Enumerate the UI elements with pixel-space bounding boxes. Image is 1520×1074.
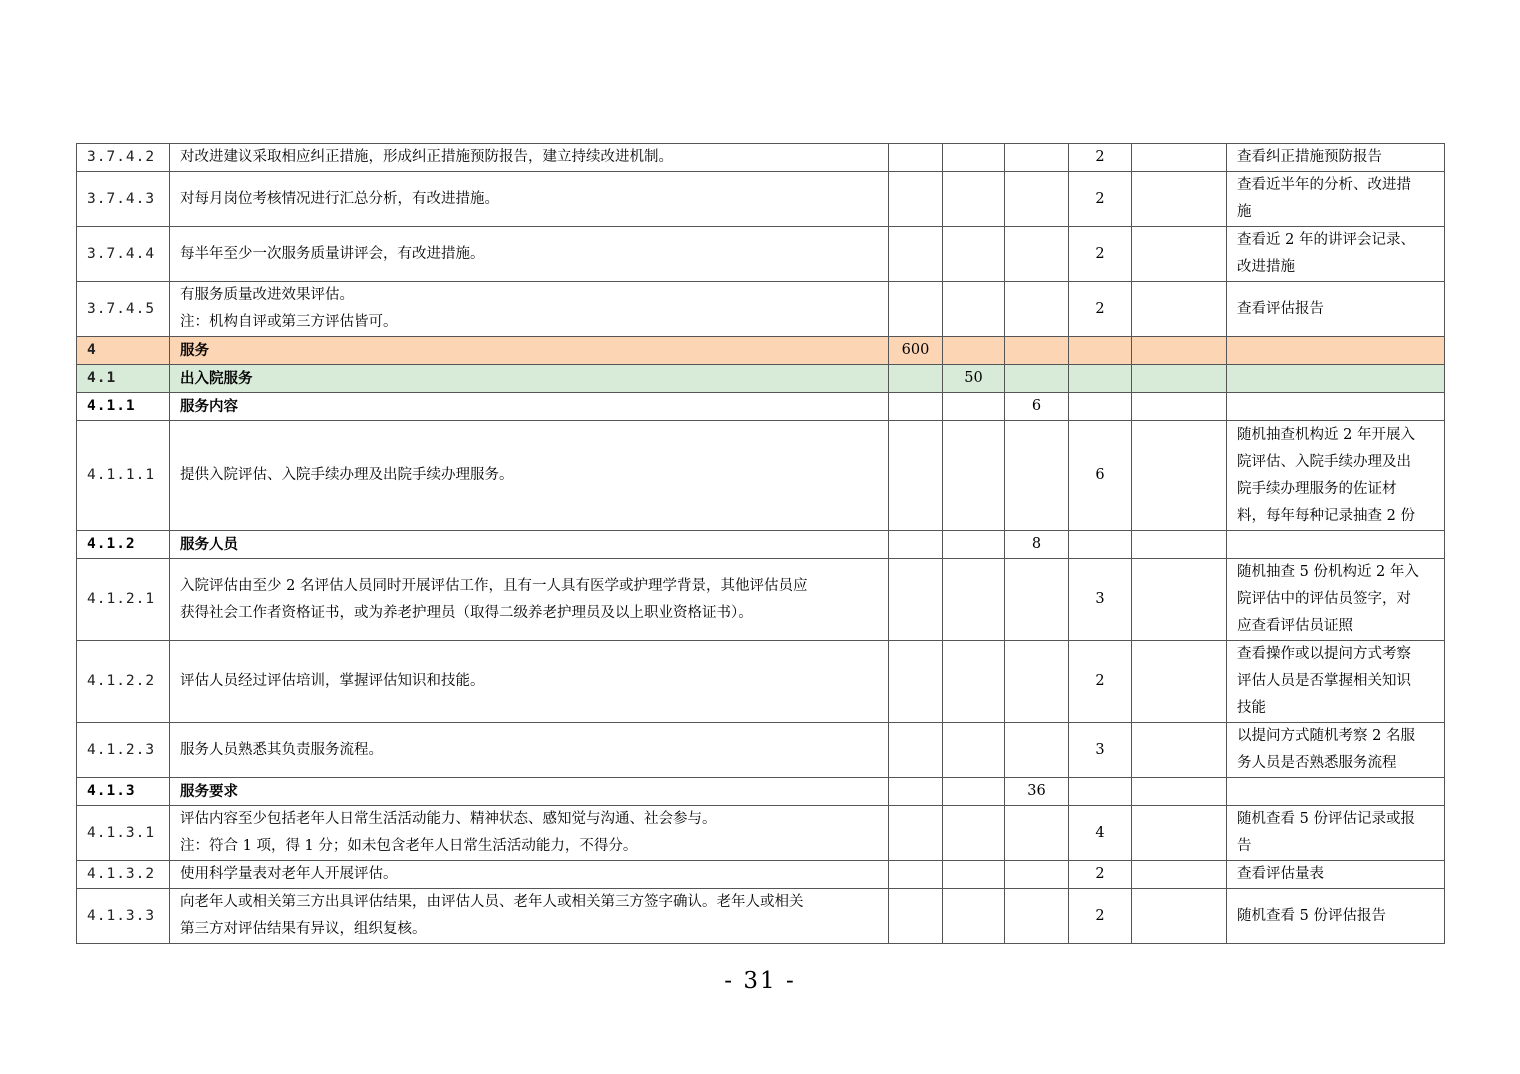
level2-score-cell — [943, 889, 1005, 944]
level3-score-cell — [1005, 365, 1069, 393]
level1-score-cell — [889, 778, 943, 806]
item-code-cell: 4.1.3.2 — [77, 861, 170, 889]
rating-cell — [1132, 778, 1227, 806]
item-score-cell: 4 — [1069, 806, 1132, 861]
rating-cell — [1132, 393, 1227, 421]
content-line: 每半年至少一次服务质量讲评会，有改进措施。 — [180, 245, 485, 262]
level2-score-cell — [943, 227, 1005, 282]
table-row — [77, 641, 1445, 723]
item-score-cell — [1069, 778, 1132, 806]
item-score-cell: 2 — [1069, 889, 1132, 944]
content-line: 提供入院评估、入院手续办理及出院手续办理服务。 — [180, 467, 514, 483]
content-line: 服务 — [180, 342, 209, 359]
check-method-cell — [1227, 778, 1445, 806]
item-code-cell: 4.1.1 — [77, 393, 170, 421]
level1-score-cell — [889, 365, 943, 393]
content-line: 服务人员熟悉其负责服务流程。 — [180, 741, 383, 758]
method-line: 随机抽查 5 份机构近 2 年入 — [1237, 564, 1419, 580]
level2-score-cell — [943, 337, 1005, 365]
rating-cell — [1132, 365, 1227, 393]
item-score-cell: 2 — [1069, 227, 1132, 282]
item-code-cell: 4 — [77, 337, 170, 365]
level3-score-cell: 36 — [1005, 778, 1069, 806]
level2-score-cell — [943, 806, 1005, 861]
method-line: 应查看评估员证照 — [1237, 618, 1353, 634]
item-code-cell: 4.1.2.3 — [77, 723, 170, 778]
check-method-cell — [1227, 861, 1445, 889]
level3-score-cell — [1005, 282, 1069, 337]
check-method-cell — [1227, 337, 1445, 365]
content-line: 服务要求 — [180, 783, 238, 800]
method-line: 评估人员是否掌握相关知识 — [1237, 673, 1411, 689]
item-score-cell — [1069, 531, 1132, 559]
level3-score-cell — [1005, 421, 1069, 531]
level2-score-cell — [943, 778, 1005, 806]
level2-score-cell — [943, 282, 1005, 337]
rating-cell — [1132, 337, 1227, 365]
table-row — [77, 421, 1445, 531]
method-line: 施 — [1237, 204, 1252, 220]
rating-cell — [1132, 723, 1227, 778]
table-row — [77, 227, 1445, 282]
level2-score-cell — [943, 723, 1005, 778]
table-body — [77, 144, 1445, 944]
table-row — [77, 172, 1445, 227]
rating-cell — [1132, 282, 1227, 337]
check-method-cell — [1227, 365, 1445, 393]
content-line: 对改进建议采取相应纠正措施，形成纠正措施预防报告，建立持续改进机制。 — [180, 149, 673, 165]
item-content-cell — [170, 778, 889, 806]
level3-score-cell — [1005, 144, 1069, 172]
item-content-cell — [170, 393, 889, 421]
item-score-cell — [1069, 365, 1132, 393]
method-line: 料，每年每种记录抽查 2 份 — [1237, 507, 1415, 524]
method-line: 务人员是否熟悉服务流程 — [1237, 755, 1397, 771]
level2-score-cell — [943, 861, 1005, 889]
level3-score-cell — [1005, 723, 1069, 778]
check-method-cell — [1227, 144, 1445, 172]
level1-score-cell: 600 — [889, 337, 943, 365]
level1-score-cell — [889, 227, 943, 282]
content-line: 服务人员 — [180, 536, 238, 553]
rating-cell — [1132, 172, 1227, 227]
table-row — [77, 889, 1445, 944]
item-content-cell — [170, 144, 889, 172]
item-score-cell: 2 — [1069, 861, 1132, 889]
item-score-cell — [1069, 393, 1132, 421]
table-row — [77, 861, 1445, 889]
table-row — [77, 559, 1445, 641]
check-method-cell — [1227, 889, 1445, 944]
check-method-cell — [1227, 227, 1445, 282]
item-content-cell — [170, 227, 889, 282]
level3-score-cell — [1005, 559, 1069, 641]
method-line: 查看近 2 年的讲评会记录、 — [1237, 232, 1415, 248]
item-code-cell: 4.1.3.3 — [77, 889, 170, 944]
item-score-cell: 3 — [1069, 559, 1132, 641]
content-line: 有服务质量改进效果评估。 — [180, 287, 354, 303]
item-score-cell: 3 — [1069, 723, 1132, 778]
level3-score-cell: 6 — [1005, 393, 1069, 421]
page-number: - 31 - — [724, 968, 796, 994]
check-method-cell — [1227, 282, 1445, 337]
level2-score-cell — [943, 421, 1005, 531]
method-line: 改进措施 — [1237, 259, 1295, 275]
item-code-cell: 3.7.4.2 — [77, 144, 170, 172]
table-row — [77, 144, 1445, 172]
table-row — [77, 365, 1445, 393]
content-line: 注：符合 1 项，得 1 分；如未包含老年人日常生活活动能力，不得分。 — [180, 838, 638, 854]
item-code-cell: 3.7.4.3 — [77, 172, 170, 227]
item-content-cell — [170, 337, 889, 365]
level2-score-cell — [943, 172, 1005, 227]
level3-score-cell: 8 — [1005, 531, 1069, 559]
table-row — [77, 778, 1445, 806]
level2-score-cell — [943, 559, 1005, 641]
level2-score-cell — [943, 641, 1005, 723]
item-content-cell — [170, 641, 889, 723]
item-score-cell — [1069, 337, 1132, 365]
level2-score-cell — [943, 144, 1005, 172]
level3-score-cell — [1005, 337, 1069, 365]
method-line: 随机查看 5 份评估记录或报 — [1237, 811, 1415, 827]
item-code-cell: 3.7.4.5 — [77, 282, 170, 337]
item-code-cell: 4.1 — [77, 365, 170, 393]
method-line: 以提问方式随机考察 2 名服 — [1237, 728, 1415, 744]
rating-cell — [1132, 806, 1227, 861]
rating-cell — [1132, 421, 1227, 531]
rating-cell — [1132, 641, 1227, 723]
content-line: 入院评估由至少 2 名评估人员同时开展评估工作，且有一人具有医学或护理学背景，其他评估员应 — [180, 577, 808, 594]
content-line: 出入院服务 — [180, 370, 253, 387]
content-line: 获得社会工作者资格证书，或为养老护理员（取得二级养老护理员及以上职业资格证书）。 — [180, 604, 753, 621]
item-content-cell — [170, 365, 889, 393]
method-line: 告 — [1237, 838, 1252, 854]
method-line: 查看评估量表 — [1237, 866, 1324, 882]
level1-score-cell — [889, 861, 943, 889]
item-code-cell: 3.7.4.4 — [77, 227, 170, 282]
item-score-cell: 2 — [1069, 172, 1132, 227]
level2-score-cell — [943, 531, 1005, 559]
level1-score-cell — [889, 172, 943, 227]
method-line: 院评估、入院手续办理及出 — [1237, 453, 1411, 470]
check-method-cell — [1227, 641, 1445, 723]
method-line: 查看近半年的分析、改进措 — [1237, 177, 1411, 193]
item-content-cell — [170, 421, 889, 531]
method-line: 查看操作或以提问方式考察 — [1237, 646, 1411, 662]
content-line: 第三方对评估结果有异议，组织复核。 — [180, 921, 427, 937]
level2-score-cell: 50 — [943, 365, 1005, 393]
rating-cell — [1132, 144, 1227, 172]
level1-score-cell — [889, 421, 943, 531]
method-line: 随机抽查机构近 2 年开展入 — [1237, 426, 1415, 443]
item-content-cell — [170, 531, 889, 559]
level1-score-cell — [889, 531, 943, 559]
rating-cell — [1132, 559, 1227, 641]
item-content-cell — [170, 559, 889, 641]
item-code-cell: 4.1.3.1 — [77, 806, 170, 861]
content-line: 服务内容 — [180, 398, 238, 415]
level3-score-cell — [1005, 806, 1069, 861]
check-method-cell — [1227, 531, 1445, 559]
method-line: 随机查看 5 份评估报告 — [1237, 907, 1386, 924]
level3-score-cell — [1005, 861, 1069, 889]
item-score-cell: 2 — [1069, 144, 1132, 172]
level1-score-cell — [889, 144, 943, 172]
item-code-cell: 4.1.2.1 — [77, 559, 170, 641]
method-line: 技能 — [1237, 700, 1266, 716]
level1-score-cell — [889, 559, 943, 641]
method-line: 查看纠正措施预防报告 — [1237, 149, 1382, 165]
check-method-cell — [1227, 559, 1445, 641]
check-method-cell — [1227, 723, 1445, 778]
item-score-cell: 2 — [1069, 282, 1132, 337]
item-content-cell — [170, 889, 889, 944]
item-content-cell — [170, 806, 889, 861]
method-line: 查看评估报告 — [1237, 300, 1324, 317]
level3-score-cell — [1005, 227, 1069, 282]
method-line: 院手续办理服务的佐证材 — [1237, 480, 1397, 497]
rating-cell — [1132, 531, 1227, 559]
level3-score-cell — [1005, 889, 1069, 944]
level1-score-cell — [889, 806, 943, 861]
item-score-cell: 6 — [1069, 421, 1132, 531]
item-content-cell — [170, 282, 889, 337]
content-line: 使用科学量表对老年人开展评估。 — [180, 866, 398, 882]
item-code-cell: 4.1.1.1 — [77, 421, 170, 531]
item-content-cell — [170, 723, 889, 778]
item-content-cell — [170, 861, 889, 889]
level2-score-cell — [943, 393, 1005, 421]
check-method-cell — [1227, 393, 1445, 421]
table-row — [77, 806, 1445, 861]
item-score-cell: 2 — [1069, 641, 1132, 723]
level1-score-cell — [889, 889, 943, 944]
level1-score-cell — [889, 393, 943, 421]
item-content-cell — [170, 172, 889, 227]
level1-score-cell — [889, 723, 943, 778]
level3-score-cell — [1005, 641, 1069, 723]
table-row — [77, 282, 1445, 337]
table-row — [77, 531, 1445, 559]
level3-score-cell — [1005, 172, 1069, 227]
item-code-cell: 4.1.3 — [77, 778, 170, 806]
content-line: 对每月岗位考核情况进行汇总分析，有改进措施。 — [180, 190, 499, 207]
content-line: 注：机构自评或第三方评估皆可。 — [180, 314, 398, 330]
content-line: 向老年人或相关第三方出具评估结果，由评估人员、老年人或相关第三方签字确认。老年人或相关 — [180, 894, 804, 910]
method-line: 院评估中的评估员签字，对 — [1237, 591, 1411, 607]
rating-cell — [1132, 861, 1227, 889]
check-method-cell — [1227, 421, 1445, 531]
rating-cell — [1132, 889, 1227, 944]
rating-cell — [1132, 227, 1227, 282]
item-code-cell: 4.1.2 — [77, 531, 170, 559]
table-row — [77, 723, 1445, 778]
level1-score-cell — [889, 641, 943, 723]
content-line: 评估人员经过评估培训，掌握评估知识和技能。 — [180, 673, 485, 689]
item-code-cell: 4.1.2.2 — [77, 641, 170, 723]
table-row — [77, 337, 1445, 365]
table-row — [77, 393, 1445, 421]
check-method-cell — [1227, 172, 1445, 227]
scoring-table — [76, 143, 1445, 944]
content-line: 评估内容至少包括老年人日常生活活动能力、精神状态、感知觉与沟通、社会参与。 — [180, 811, 717, 827]
check-method-cell — [1227, 806, 1445, 861]
level1-score-cell — [889, 282, 943, 337]
